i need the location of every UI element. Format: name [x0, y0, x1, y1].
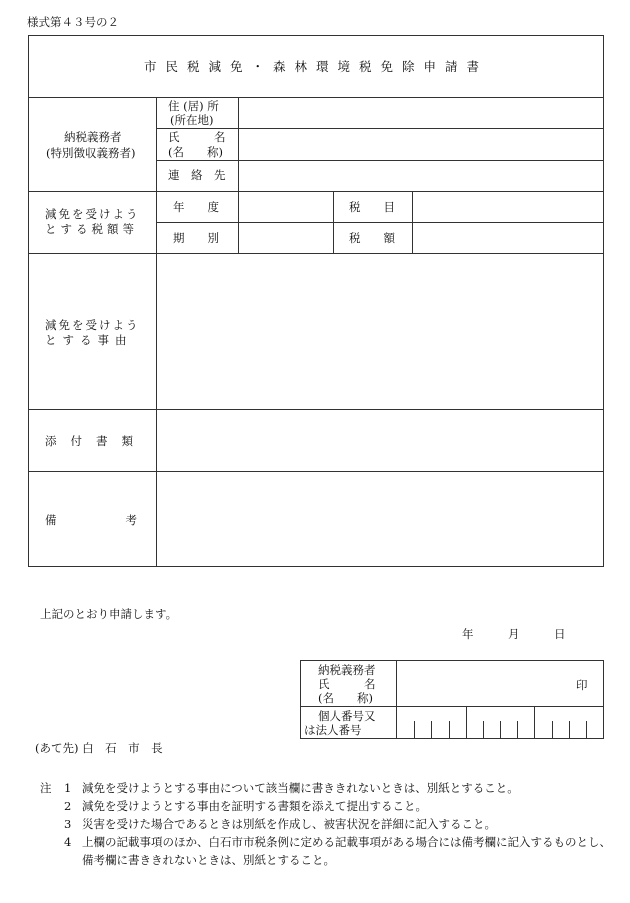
note-number: 4: [64, 835, 72, 849]
note-text: 災害を受けた場合であるときは別紙を作成し、被害状況を詳細に記入すること。: [82, 817, 496, 831]
seal-mark: 印: [576, 678, 588, 692]
id-number-field[interactable]: [397, 707, 603, 738]
name-field[interactable]: [239, 129, 603, 160]
id-digit-divider: [569, 721, 570, 738]
amount-label: 税 額: [349, 231, 395, 245]
attachments-field[interactable]: [157, 410, 603, 471]
id-digit-divider: [552, 721, 553, 738]
id-digit-divider: [414, 721, 415, 738]
fiscal-year-field[interactable]: [239, 192, 333, 222]
form-title: 市民税減免・森林環境税免除申請書: [143, 59, 488, 74]
applicant-taxpayer-label: 納税義務者: [318, 663, 376, 677]
tax-item-field[interactable]: [413, 192, 603, 222]
note-number: 2: [64, 799, 72, 813]
applicant-corp-label: (名 称): [318, 691, 373, 705]
address-field[interactable]: [239, 98, 603, 128]
note-continuation: 備考欄に書ききれないときは、別紙とすること。: [82, 853, 335, 867]
note-text: 上欄の記載事項のほか、白石市市税条例に定める記載事項がある場合には備考欄に記入するものとし、: [82, 835, 611, 849]
id-digit-divider: [500, 721, 501, 738]
attachments-label: 添付書類: [45, 434, 147, 448]
notes-prefix: 注: [40, 781, 52, 795]
remarks-label: 備 考: [45, 513, 137, 527]
note-number: 1: [64, 781, 72, 795]
applicant-name-label: 氏 名: [318, 677, 376, 691]
id-digit-divider: [517, 721, 518, 738]
addressee: (あて先) 白 石 市 長: [35, 741, 163, 755]
tax-item-label: 税 目: [349, 200, 395, 214]
taxpayer-label: 納税義務者: [64, 130, 122, 144]
declaration-text: 上記のとおり申請します。: [40, 607, 178, 621]
id-digit-divider: [466, 707, 467, 738]
period-label: 期 別: [173, 231, 219, 245]
special-collector-label: (特別徴収義務者): [46, 146, 136, 160]
id-number-label-2: は法人番号: [304, 723, 362, 737]
application-date[interactable]: 年 月 日: [462, 627, 566, 641]
contact-label: 連 絡 先: [168, 168, 226, 182]
id-digit-divider: [449, 721, 450, 738]
location-label: (所在地): [170, 113, 214, 127]
contact-field[interactable]: [239, 161, 603, 191]
tax-amount-label-2: とする税額等: [45, 222, 138, 236]
id-digit-divider: [431, 721, 432, 738]
corp-name-label: (名 称): [168, 145, 223, 159]
reason-label: 減免を受けよう: [45, 318, 140, 332]
reason-label-2: とする事由: [45, 333, 133, 347]
id-digit-divider: [534, 707, 535, 738]
address-label: 住 (居) 所: [168, 99, 219, 113]
note-number: 3: [64, 817, 72, 831]
note-text: 減免を受けようとする事由について該当欄に書ききれないときは、別紙とすること。: [82, 781, 519, 795]
remarks-field[interactable]: [157, 472, 603, 566]
note-text: 減免を受けようとする事由を証明する書類を添えて提出すること。: [82, 799, 427, 813]
amount-field[interactable]: [413, 223, 603, 253]
fiscal-year-label: 年 度: [173, 200, 219, 214]
period-field[interactable]: [239, 223, 333, 253]
tax-amount-label: 減免を受けよう: [45, 207, 140, 221]
applicant-name-field[interactable]: [397, 661, 603, 706]
id-number-label: 個人番号又: [318, 709, 376, 723]
reason-field[interactable]: [157, 254, 603, 409]
id-digit-divider: [483, 721, 484, 738]
form-number: 様式第４３号の２: [27, 15, 119, 29]
id-digit-divider: [586, 721, 587, 738]
name-label: 氏 名: [168, 130, 226, 144]
